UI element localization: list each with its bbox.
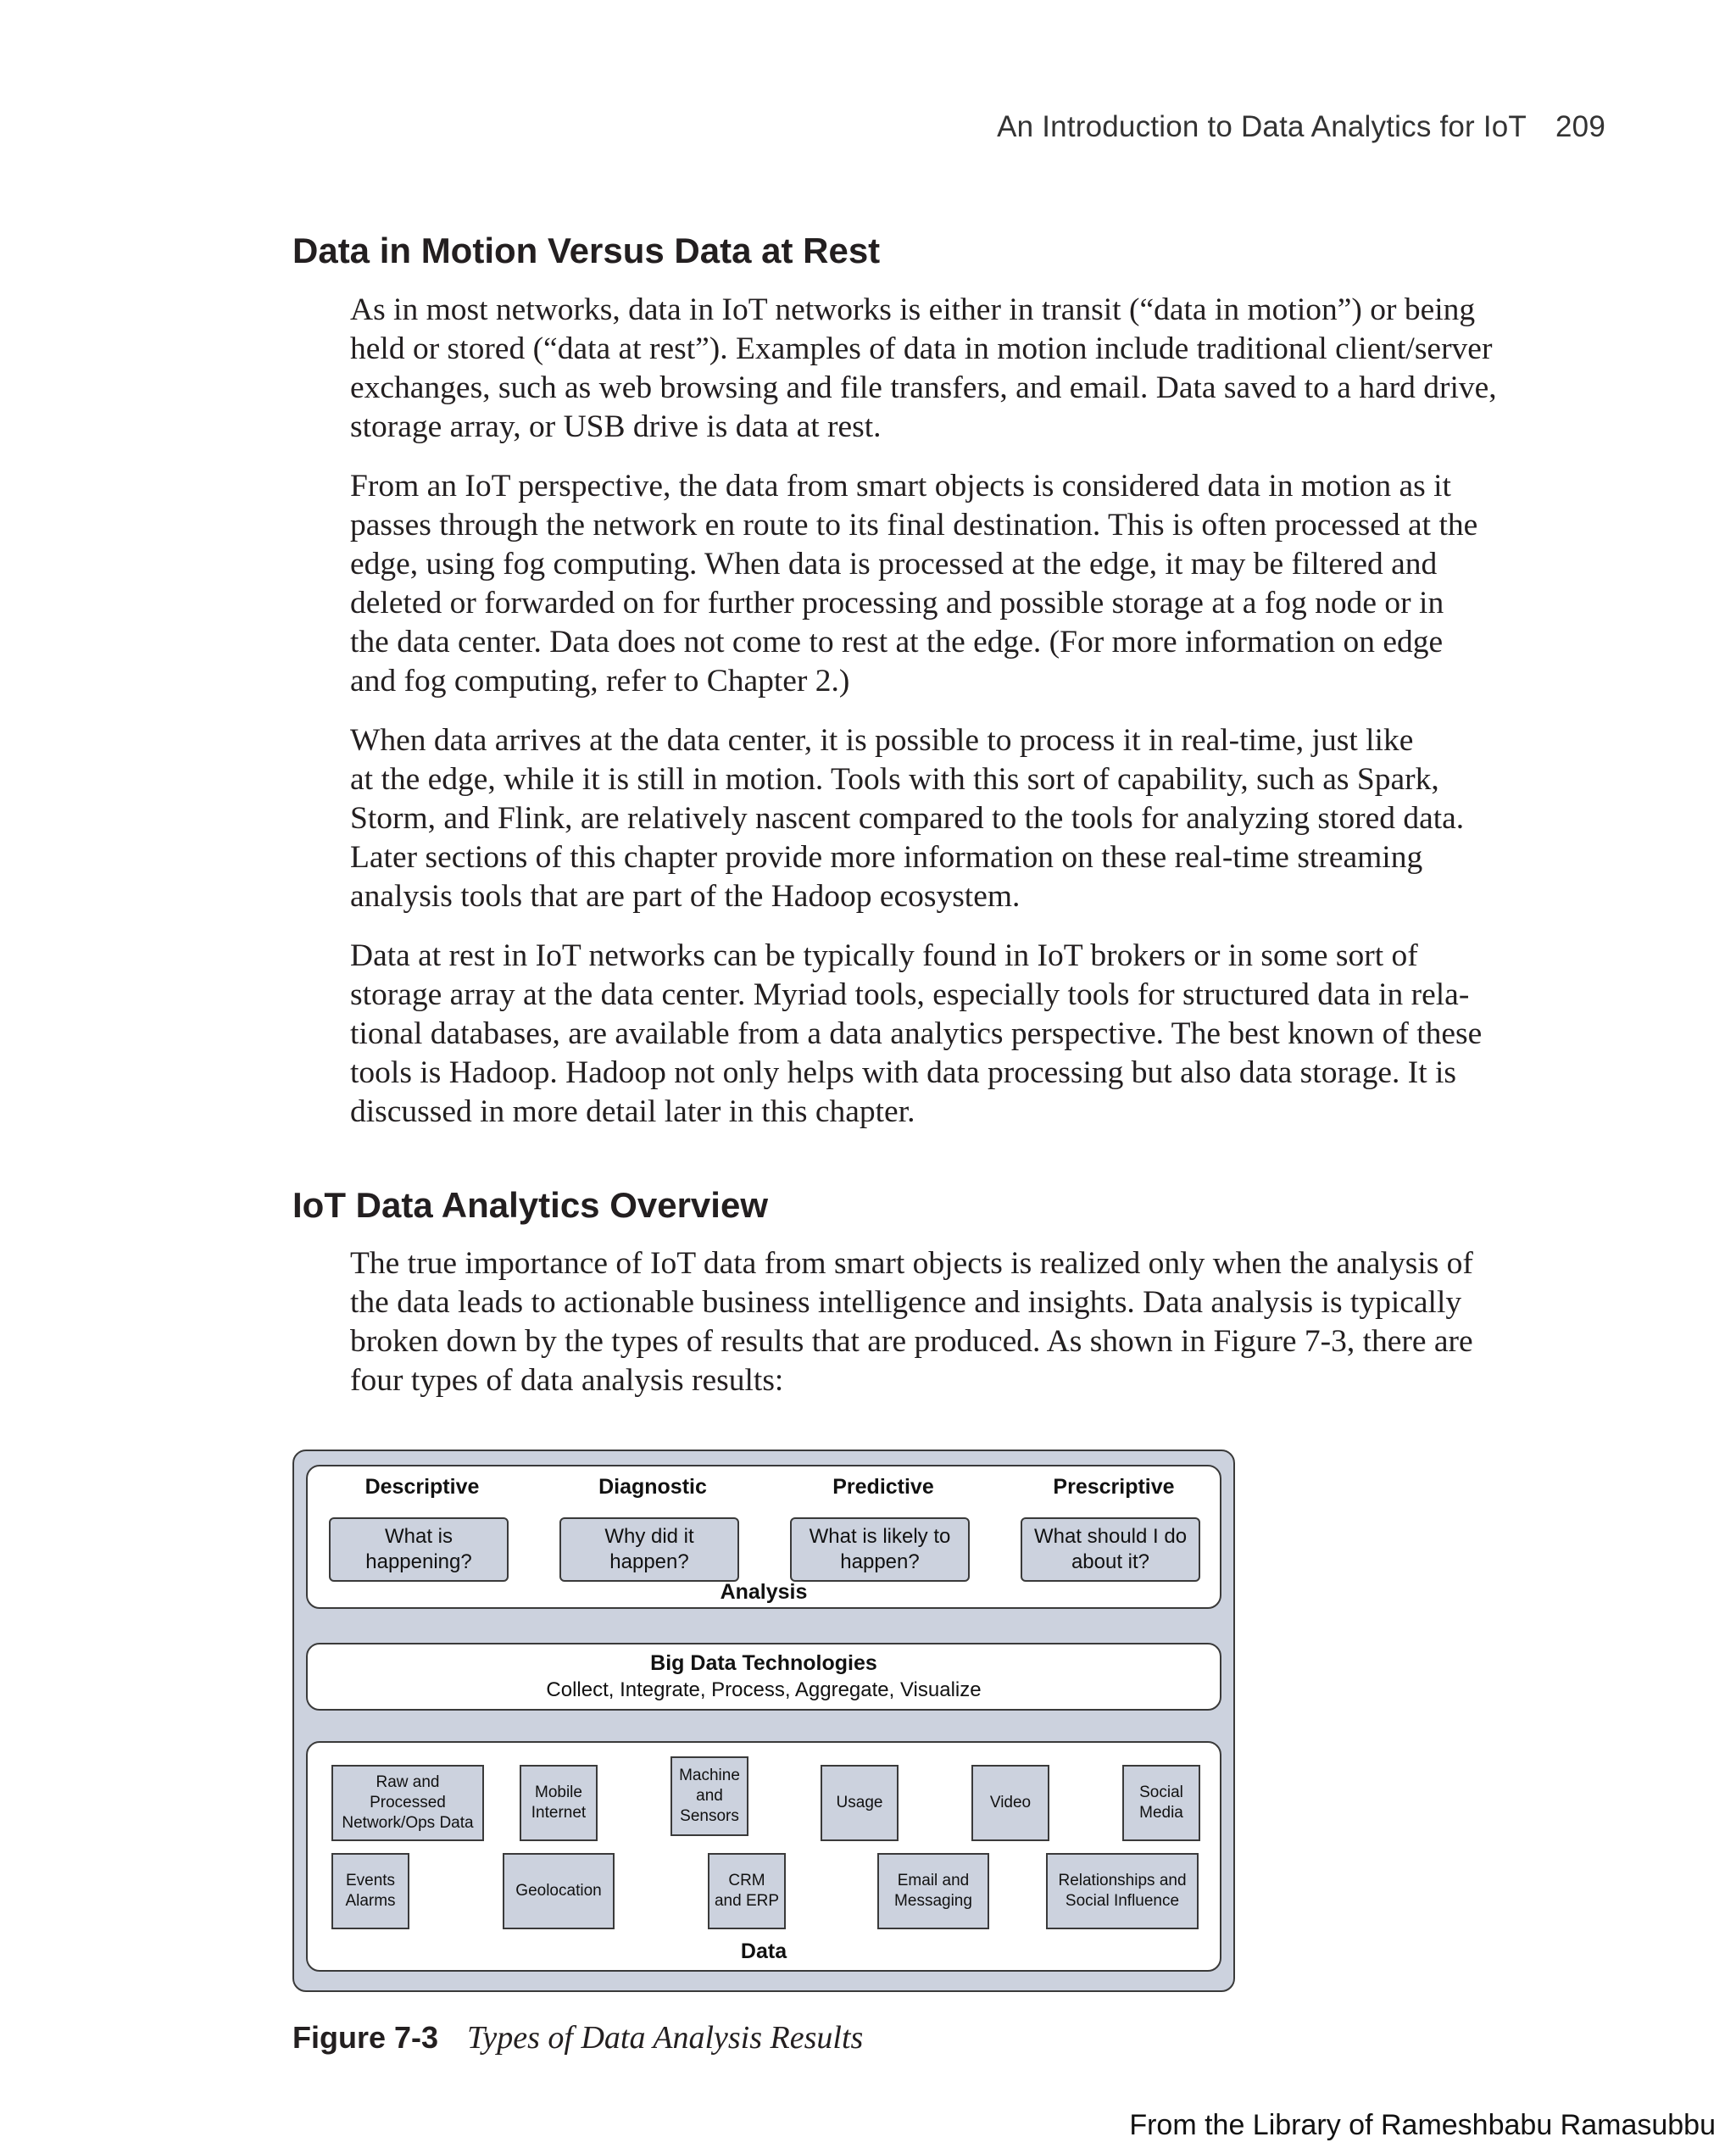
data-box-geolocation: Geolocation	[503, 1853, 615, 1929]
text-line: held or stored (“data at rest”). Examples of data in motion include traditional client/server	[350, 331, 1493, 366]
text-line: the data leads to actionable business intelligence and insights. Data analysis is typically	[350, 1285, 1462, 1320]
paragraph	[350, 467, 1494, 701]
section-heading-data-in-motion: Data in Motion Versus Data at Rest	[292, 231, 881, 270]
figure-number: Figure 7-3	[292, 2020, 439, 2055]
paragraph	[350, 1244, 1494, 1400]
section-body-iot-analytics	[350, 1244, 1494, 1421]
text-line: analysis tools that are part of the Hadoop ecosystem.	[350, 879, 1021, 914]
analysis-label: Analysis	[720, 1580, 808, 1604]
big-data-subtitle: Collect, Integrate, Process, Aggregate, Visualize	[546, 1678, 982, 1701]
figure-title: Types of Data Analysis Results	[467, 2020, 864, 2056]
analysis-panel	[306, 1465, 1221, 1609]
text-line: tools is Hadoop. Hadoop not only helps with data processing but also data storage. It is	[350, 1055, 1457, 1090]
column-heading-diagnostic: Diagnostic	[598, 1475, 707, 1499]
data-box-usage: Usage	[821, 1765, 899, 1841]
question-box-predictive: What is likely to happen?	[790, 1517, 970, 1582]
text-line: The true importance of IoT data from smart objects is realized only when the analysis of	[350, 1246, 1473, 1281]
data-box-social-media: Social Media	[1122, 1765, 1200, 1841]
text-line: the data center. Data does not come to rest at the edge. (For more information on edge	[350, 625, 1444, 659]
text-line: Data at rest in IoT networks can be typically found in IoT brokers or in some sort of	[350, 938, 1418, 973]
data-box-events-alarms: Events Alarms	[331, 1853, 409, 1929]
paragraph	[350, 721, 1494, 916]
data-label: Data	[740, 1939, 787, 1963]
data-box-crm-erp: CRM and ERP	[708, 1853, 786, 1929]
section-heading-iot-analytics: IoT Data Analytics Overview	[292, 1185, 768, 1225]
data-panel	[306, 1741, 1221, 1972]
column-heading-descriptive: Descriptive	[364, 1475, 480, 1499]
text-line: exchanges, such as web browsing and file transfers, and email. Data saved to a hard drive,	[350, 370, 1497, 405]
figure-caption	[292, 2019, 863, 2056]
text-line: broken down by the types of results that are produced. As shown in Figure 7-3, there are	[350, 1324, 1473, 1359]
data-box-relationships: Relationships and Social Influence	[1046, 1853, 1199, 1929]
text-line: When data arrives at the data center, it is possible to process it in real-time, just like	[350, 723, 1414, 758]
data-box-email-messaging: Email and Messaging	[877, 1853, 989, 1929]
question-box-descriptive: What is happening?	[329, 1517, 509, 1582]
text-line: Later sections of this chapter provide more information on these real-time streaming	[350, 840, 1423, 875]
data-box-mobile-internet: Mobile Internet	[520, 1765, 598, 1841]
section-body-data-in-motion	[350, 291, 1497, 1152]
column-heading-prescriptive: Prescriptive	[1053, 1475, 1175, 1499]
text-line: edge, using fog computing. When data is processed at the edge, it may be filtered and	[350, 547, 1438, 582]
text-line: deleted or forwarded on for further processing and possible storage at a fog node or in	[350, 586, 1444, 620]
text-line: at the edge, while it is still in motion. Tools with this sort of capability, such as Spark,	[350, 762, 1439, 797]
data-box-network-ops: Raw and Processed Network/Ops Data	[331, 1765, 484, 1841]
text-line: and fog computing, refer to Chapter 2.)	[350, 664, 850, 698]
figure-data-analysis-types	[292, 1450, 1235, 1992]
text-line: tional databases, are available from a data analytics perspective. The best known of these	[350, 1016, 1483, 1051]
paragraph	[350, 937, 1494, 1132]
column-heading-predictive: Predictive	[832, 1475, 934, 1499]
text-line: From an IoT perspective, the data from smart objects is considered data in motion as it	[350, 469, 1451, 504]
data-box-video: Video	[971, 1765, 1049, 1841]
big-data-panel	[306, 1643, 1221, 1711]
paragraph	[350, 291, 1497, 447]
text-line: passes through the network en route to its final destination. This is often processed at the	[350, 508, 1478, 543]
text-line: discussed in more detail later in this chapter.	[350, 1094, 915, 1129]
data-box-machine-sensors: Machine and Sensors	[670, 1756, 748, 1836]
question-box-prescriptive: What should I do about it?	[1021, 1517, 1200, 1582]
library-watermark: From the Library of Rameshbabu Ramasubbu	[1129, 2109, 1716, 2141]
text-line: storage array at the data center. Myriad tools, especially tools for structured data in rela-	[350, 977, 1470, 1012]
running-head-title: An Introduction to Data Analytics for IoT	[997, 110, 1527, 143]
text-line: storage array, or USB drive is data at rest.	[350, 409, 882, 444]
big-data-title: Big Data Technologies	[650, 1651, 877, 1675]
text-line: Storm, and Flink, are relatively nascent compared to the tools for analyzing stored data.	[350, 801, 1465, 836]
question-box-diagnostic: Why did it happen?	[559, 1517, 739, 1582]
running-head	[997, 110, 1605, 144]
text-line: four types of data analysis results:	[350, 1363, 784, 1398]
page-number: 209	[1555, 110, 1605, 143]
text-line: As in most networks, data in IoT networks is either in transit (“data in motion”) or being	[350, 292, 1476, 327]
